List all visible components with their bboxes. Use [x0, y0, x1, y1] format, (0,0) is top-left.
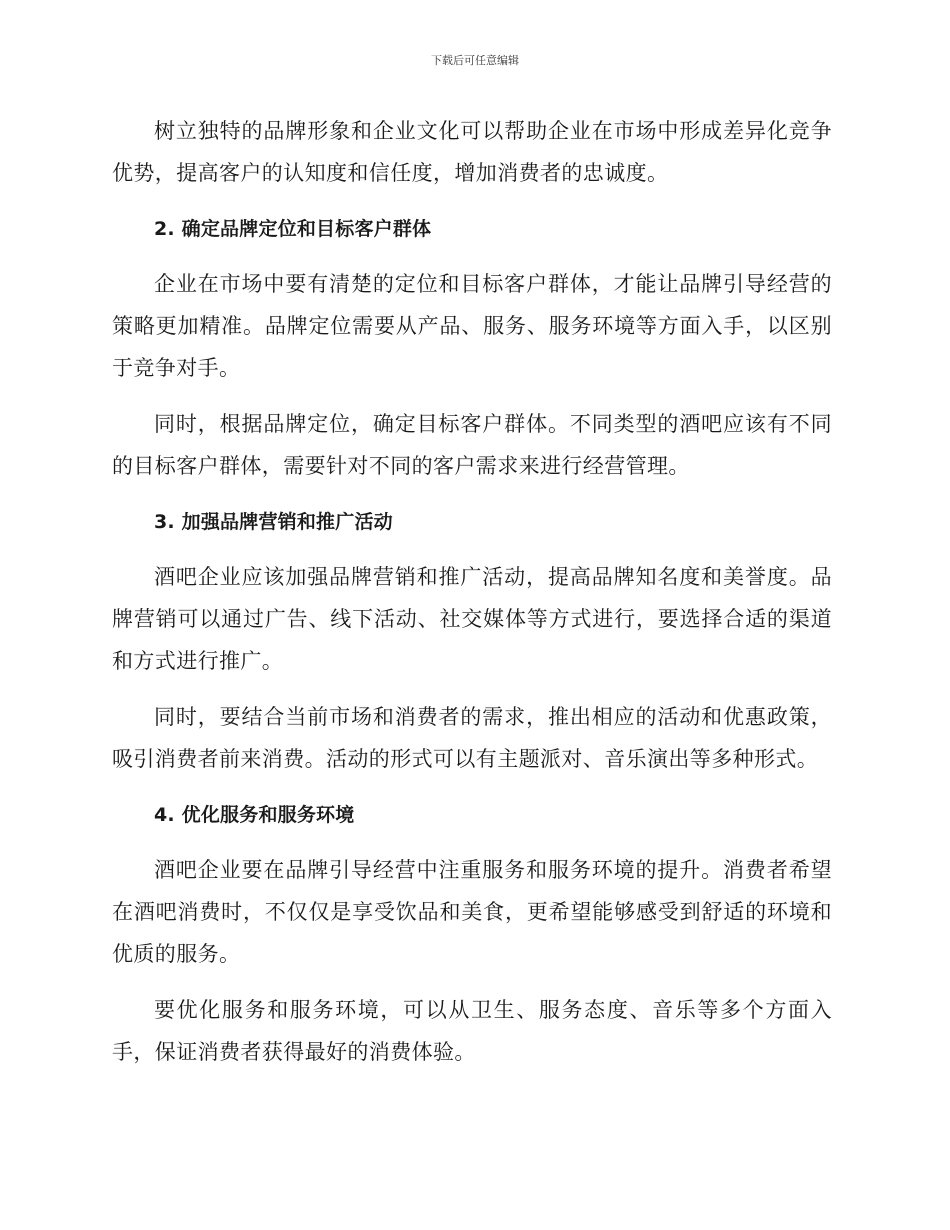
document-body: [112, 110, 832, 1087]
section-heading: 2. 确定品牌定位和目标客户群体: [154, 218, 432, 240]
page-header: 下载后可任意编辑: [431, 54, 519, 67]
paragraph: 同时，要结合当前市场和消费者的需求，推出相应的活动和优惠政策，吸引消费者前来消费。活动的形式可以有主题派对、音乐演出等多种形式。: [112, 705, 832, 771]
section-heading: 4. 优化服务和服务环境: [154, 804, 355, 826]
paragraph: 酒吧企业应该加强品牌营销和推广活动，提高品牌知名度和美誉度。品牌营销可以通过广告、线下活动、社交媒体等方式进行，要选择合适的渠道和方式进行推广。: [112, 565, 832, 673]
paragraph: 要优化服务和服务环境，可以从卫生、服务态度、音乐等多个方面入手，保证消费者获得最好的消费体验。: [112, 998, 832, 1064]
section-heading: 3. 加强品牌营销和推广活动: [154, 511, 393, 533]
paragraph: 同时，根据品牌定位，确定目标客户群体。不同类型的酒吧应该有不同的目标客户群体，需要针对不同的客户需求来进行经营管理。: [112, 412, 832, 478]
paragraph: 企业在市场中要有清楚的定位和目标客户群体，才能让品牌引导经营的策略更加精准。品牌定位需要从产品、服务、服务环境等方面入手，以区别于竞争对手。: [112, 272, 832, 380]
paragraph: 酒吧企业要在品牌引导经营中注重服务和服务环境的提升。消费者希望在酒吧消费时，不仅仅是享受饮品和美食，更希望能够感受到舒适的环境和优质的服务。: [112, 858, 832, 966]
paragraph: 树立独特的品牌形象和企业文化可以帮助企业在市场中形成差异化竞争优势，提高客户的认知度和信任度，增加消费者的忠诚度。: [112, 119, 832, 185]
